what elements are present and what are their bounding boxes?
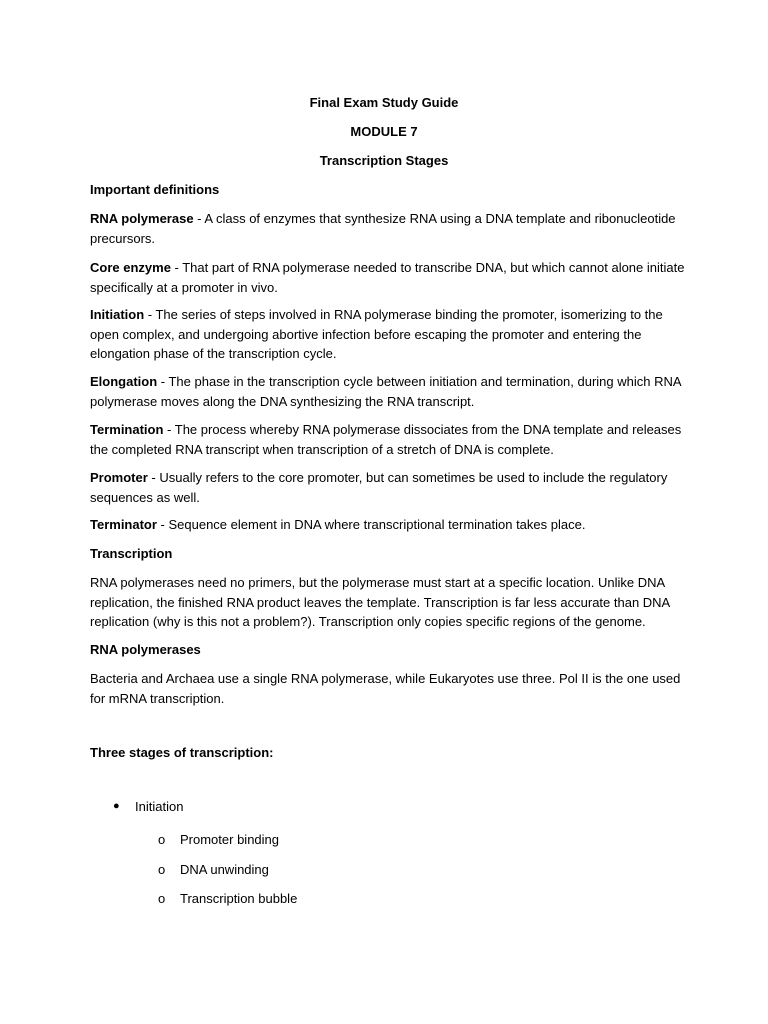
definition-text: - A class of enzymes that synthesize RNA using a DNA template and ribonucleotide precursors. <box>90 211 676 246</box>
definition-term: RNA polymerase <box>90 211 194 226</box>
polymerases-paragraph: Bacteria and Archaea use a single RNA polymerase, while Eukaryotes use three. Pol II is the one used for mRNA transcription. <box>90 671 681 706</box>
definition-term: Terminator <box>90 517 157 532</box>
list-item <box>158 860 378 879</box>
bullet-icon: ● <box>113 800 120 812</box>
definitions-heading: Important definitions <box>90 182 220 197</box>
definition-promoter <box>90 468 690 507</box>
definition-terminator <box>90 515 690 535</box>
substep-label: Promoter binding <box>180 832 279 847</box>
definition-text: - The series of steps involved in RNA polymerase binding the promoter, isomerizing to the open complex, and undergoing abortive infection before escaping the promoter and entering the elongation phase of the transcription cycle. <box>90 307 663 361</box>
transcription-heading: Transcription <box>90 546 173 561</box>
definition-term: Promoter <box>90 470 148 485</box>
definition-termination <box>90 420 690 459</box>
definition-term: Termination <box>90 422 164 437</box>
definition-initiation <box>90 305 690 364</box>
stage-label: Initiation <box>135 799 184 814</box>
document-title: Final Exam Study Guide <box>309 95 459 110</box>
list-item <box>113 797 313 816</box>
bullet-icon: o <box>158 891 166 906</box>
definition-term: Elongation <box>90 374 158 389</box>
definition-text: - That part of RNA polymerase needed to transcribe DNA, but which cannot alone initiate specifically at a promoter in vivo. <box>90 260 685 295</box>
substep-label: DNA unwinding <box>180 862 269 877</box>
definition-core-enzyme <box>90 258 690 297</box>
definition-text: - The process whereby RNA polymerase dissociates from the DNA template and releases the completed RNA transcript when transcription of a stretch of DNA is complete. <box>90 422 682 457</box>
bullet-icon: o <box>158 862 166 877</box>
definition-rna-polymerase <box>90 209 690 248</box>
polymerases-heading: RNA polymerases <box>90 642 201 657</box>
definition-term: Core enzyme <box>90 260 171 275</box>
stages-heading: Three stages of transcription: <box>90 745 274 760</box>
list-item <box>158 889 378 908</box>
definition-elongation <box>90 372 690 411</box>
module-label: MODULE 7 <box>350 124 418 139</box>
document-subtitle: Transcription Stages <box>319 153 449 168</box>
substep-label: Transcription bubble <box>180 891 298 906</box>
definition-text: - Usually refers to the core promoter, but can sometimes be used to include the regulatory sequences as well. <box>90 470 668 505</box>
transcription-paragraph: RNA polymerases need no primers, but the polymerase must start at a specific location. Unlike DNA replication, the finished RNA product leaves the template. Transcription is far less accurate than DNA replication (why is this not a problem?). Transcription only copies specific regions of the genome. <box>90 575 670 629</box>
list-item <box>158 830 378 849</box>
bullet-icon: o <box>158 832 166 847</box>
definition-term: Initiation <box>90 307 145 322</box>
definition-text: - Sequence element in DNA where transcriptional termination takes place. <box>156 517 586 532</box>
definition-text: - The phase in the transcription cycle between initiation and termination, during which RNA polymerase moves along the DNA synthesizing the RNA transcript. <box>90 374 681 409</box>
